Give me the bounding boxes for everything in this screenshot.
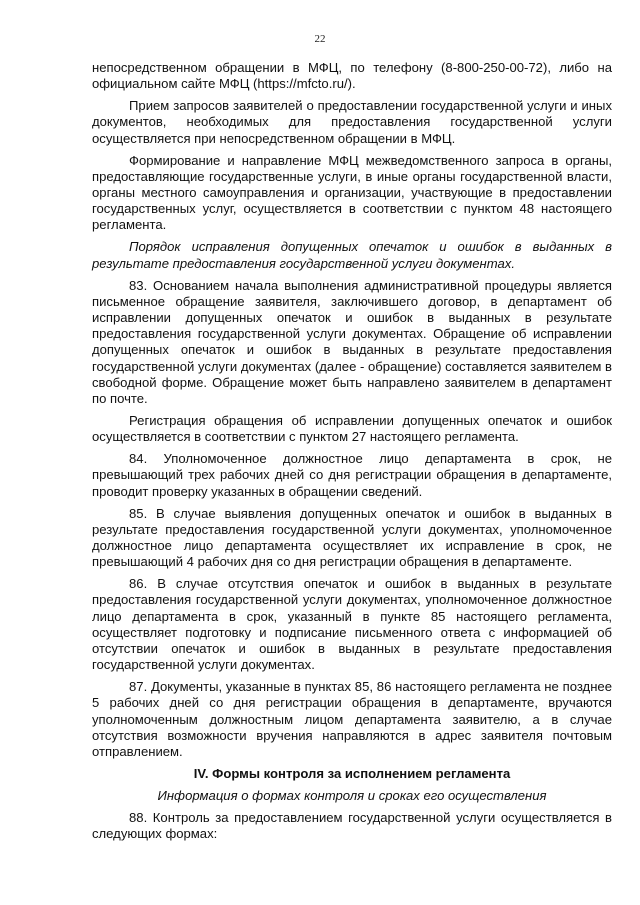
paragraph-interagency-request: Формирование и направление МФЦ межведомственного запроса в органы, предоставляющие государственные услуги, в иные органы государственной власти, органы местного самоуправления и организации, участвующие в предоставлении государственных услуг, осуществляется в соответствии с пунктом 48 настоящего регламента. (92, 152, 612, 233)
paragraph-request-reception: Прием запросов заявителей о предоставлении государственной услуги и иных документов, необходимых для предоставления государственной услуги осуществляется при непосредственном обращении в МФЦ. (92, 98, 612, 146)
section-title: IV. Формы контроля за исполнением регламента (193, 766, 511, 782)
page-number: 22 (314, 33, 326, 45)
paragraph-86: 86. В случае отсутствия опечаток и ошибок в выданных в результате предоставления государственной услуги документах, уполномоченное должностное лицо департамента в срок, указанный в пункте 85 настоящего регламента, осуществляет подготовку и подписание письменного ответа с информацией об отсутствии опечаток и ошибок в выданных в результате предоставления государственной услуги документах. (92, 576, 612, 673)
paragraph-87: 87. Документы, указанные в пунктах 85, 86 настоящего регламента не позднее 5 рабочих дней со дня регистрации обращения в департаменте, вручаются уполномоченным должностным лицом департамента заявителю, а в случае отсутствия возможности вручения направляются в адрес заявителя почтовым отправлением. (92, 679, 612, 760)
paragraph-83: 83. Основанием начала выполнения административной процедуры является письменное обращение заявителя, заключившего договор, в департамент об исправлении допущенных опечаток и ошибок в выданных в результате предоставления государственной услуги документах. Обращение об исправлении допущенных опечаток и ошибок в выданных в результате предоставления государственной услуги документах (далее - обращение) составляется заявителем в свободной форме. Обращение может быть направлено заявителем в департамент по почте. (92, 277, 612, 407)
paragraph-mfc-contacts: непосредственном обращении в МФЦ, по телефону (8-800-250-00-72), либо на официальном сайте МФЦ (https://mfcto.ru/). (92, 60, 612, 92)
paragraph-84: 84. Уполномоченное должностное лицо департамента в срок, не превышающий трех рабочих дней со дня регистрации обращения в департаменте, проводит проверку указанных в обращении сведений. (92, 451, 612, 499)
subsection-heading-corrections: Порядок исправления допущенных опечаток и ошибок в выданных в результате предоставления государственной услуги документах. (92, 239, 612, 271)
paragraph-88: 88. Контроль за предоставлением государственной услуги осуществляется в следующих формах: (92, 810, 612, 842)
section-subtitle: Информация о формах контроля и сроках его осуществления (157, 788, 547, 804)
paragraph-85: 85. В случае выявления допущенных опечаток и ошибок в выданных в результате предоставления государственной услуги документах, уполномоченное должностное лицо департамента осуществляет их исправление в срок, не превышающий 4 рабочих дня со дня регистрации обращения в департаменте. (92, 505, 612, 570)
document-body (92, 60, 612, 848)
paragraph-registration: Регистрация обращения об исправлении допущенных опечаток и ошибок осуществляется в соответствии с пунктом 27 настоящего регламента. (92, 413, 612, 445)
